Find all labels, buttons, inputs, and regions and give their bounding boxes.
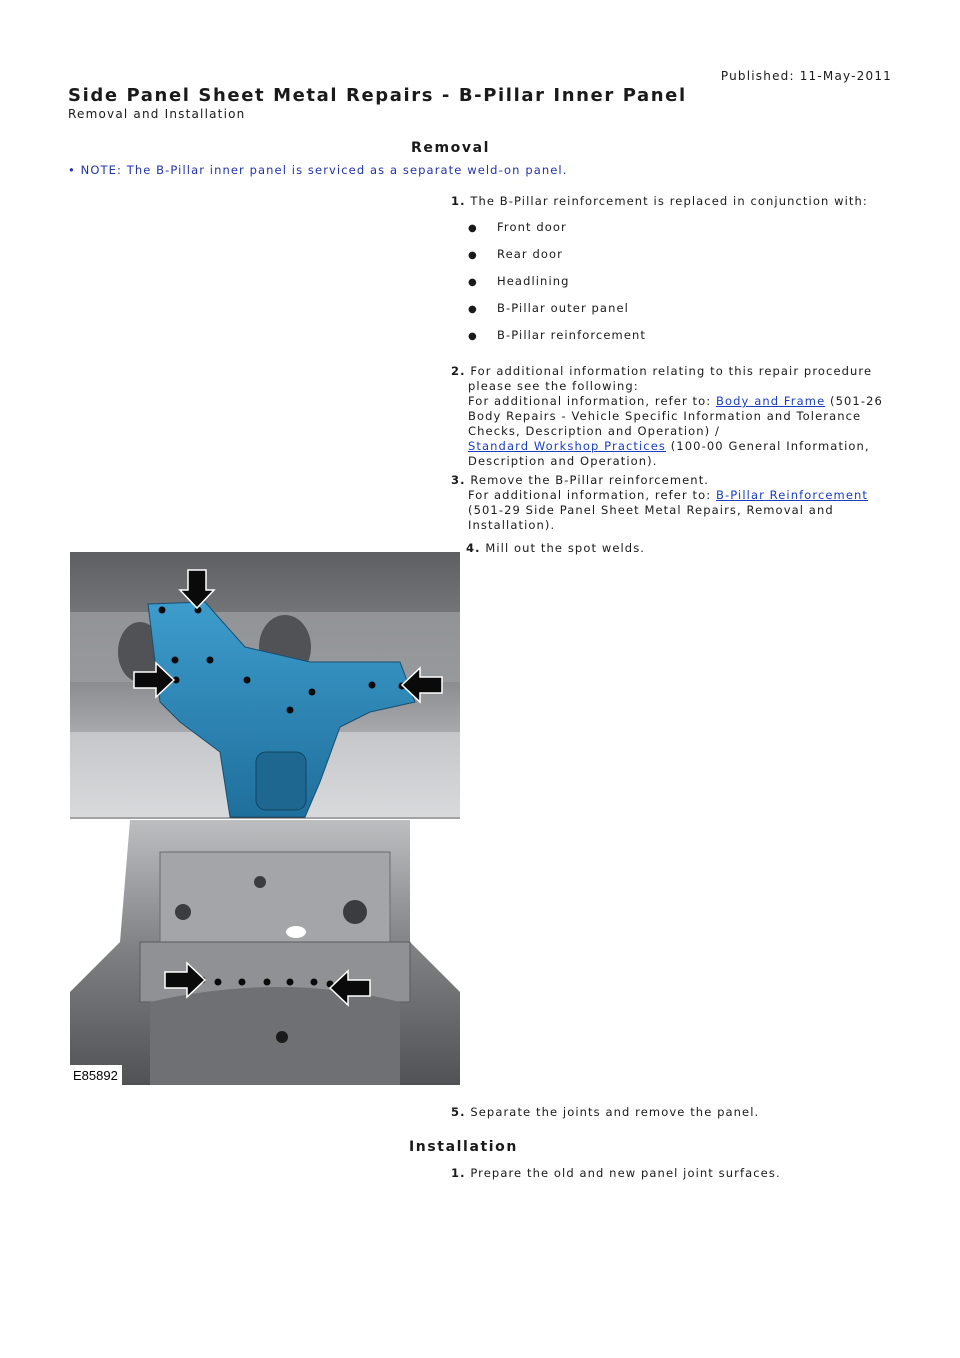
removal-step-5: [451, 1105, 891, 1120]
list-item: [468, 220, 646, 247]
page-subtitle: Removal and Installation: [68, 107, 246, 121]
step-text: Remove the B-Pillar reinforcement.: [470, 473, 710, 487]
step-number: 1.: [451, 1166, 466, 1180]
bullet-icon: ●: [468, 277, 478, 288]
spot-weld-icon: [244, 677, 251, 684]
list-item: [468, 301, 646, 328]
refer-text: Body Repairs - Vehicle Specific Information and Tolerance: [468, 409, 862, 423]
refer-text: Installation).: [468, 518, 556, 532]
list-item-text: Rear door: [497, 247, 563, 261]
removal-step-1: [451, 194, 891, 209]
spot-weld-icon: [264, 979, 271, 986]
spot-weld-icon: [172, 657, 179, 664]
upper-plate: [160, 852, 390, 942]
removal-step-4: [466, 541, 886, 556]
refer-text: For additional information, refer to:: [468, 488, 712, 502]
removal-step-3: [451, 473, 891, 533]
refer-text: (501-29 Side Panel Sheet Metal Repairs, Removal and: [468, 503, 834, 517]
list-item: [468, 247, 646, 274]
step-number: 1.: [451, 194, 466, 208]
conjunction-list: [468, 220, 646, 355]
note: • NOTE: The B-Pillar inner panel is serviced as a separate weld-on panel.: [68, 163, 568, 177]
removal-step-2: [451, 364, 891, 469]
step-text: please see the following:: [468, 379, 639, 393]
refer-text: Checks, Description and Operation) /: [468, 424, 720, 438]
bolt-hole: [254, 876, 266, 888]
figure-id: E85892: [73, 1068, 118, 1083]
spot-weld-icon: [159, 607, 166, 614]
refer-text: For additional information, refer to:: [468, 394, 712, 408]
step-text: The B-Pillar reinforcement is replaced in conjunction with:: [470, 194, 868, 208]
published-date: Published: 11-May-2011: [720, 69, 892, 83]
step-text: Prepare the old and new panel joint surfaces.: [470, 1166, 781, 1180]
spot-weld-icon: [215, 979, 222, 986]
list-item-text: B-Pillar outer panel: [497, 301, 629, 315]
step-number: 4.: [466, 541, 481, 555]
slot-hole: [286, 926, 306, 938]
step-number: 3.: [451, 473, 466, 487]
list-item: [468, 328, 646, 355]
bolt-hole: [343, 900, 367, 924]
list-item-text: Headlining: [497, 274, 570, 288]
refer-text: (501-26: [830, 394, 883, 408]
spot-weld-icon: [287, 707, 294, 714]
drain-hole: [276, 1031, 288, 1043]
spot-weld-icon: [207, 657, 214, 664]
spot-weld-icon: [287, 979, 294, 986]
lower-view: [70, 820, 460, 1085]
panel-recess: [256, 752, 306, 810]
step-text: Mill out the spot welds.: [485, 541, 646, 555]
spot-weld-icon: [309, 689, 316, 696]
bullet-icon: ●: [468, 250, 478, 261]
page-title: Side Panel Sheet Metal Repairs - B-Pillar Inner Panel: [68, 85, 687, 106]
removal-heading: Removal: [411, 140, 491, 156]
spot-weld-icon: [369, 682, 376, 689]
upper-view: [70, 552, 460, 817]
bullet-icon: ●: [468, 304, 478, 315]
installation-heading: Installation: [409, 1139, 518, 1155]
spot-weld-illustration: [70, 552, 460, 1085]
step-number: 2.: [451, 364, 466, 378]
spot-weld-icon: [239, 979, 246, 986]
list-item-text: Front door: [497, 220, 567, 234]
body-and-frame-link[interactable]: Body and Frame: [716, 394, 826, 408]
bullet-icon: ●: [468, 331, 478, 342]
b-pillar-reinforcement-link[interactable]: B-Pillar Reinforcement: [716, 488, 869, 502]
step-number: 5.: [451, 1105, 466, 1119]
step-text: Separate the joints and remove the panel.: [470, 1105, 760, 1119]
refer-text: (100-00 General Information,: [670, 439, 870, 453]
bolt-hole: [175, 904, 191, 920]
installation-step-1: [451, 1166, 891, 1181]
standard-workshop-practices-link[interactable]: Standard Workshop Practices: [468, 439, 666, 453]
lower-cavity: [150, 987, 400, 1085]
bullet-icon: ●: [468, 223, 478, 234]
step-text: For additional information relating to this repair procedure: [470, 364, 873, 378]
refer-text: Description and Operation).: [468, 454, 658, 468]
list-item-text: B-Pillar reinforcement: [497, 328, 647, 342]
list-item: [468, 274, 646, 301]
spot-weld-icon: [311, 979, 318, 986]
